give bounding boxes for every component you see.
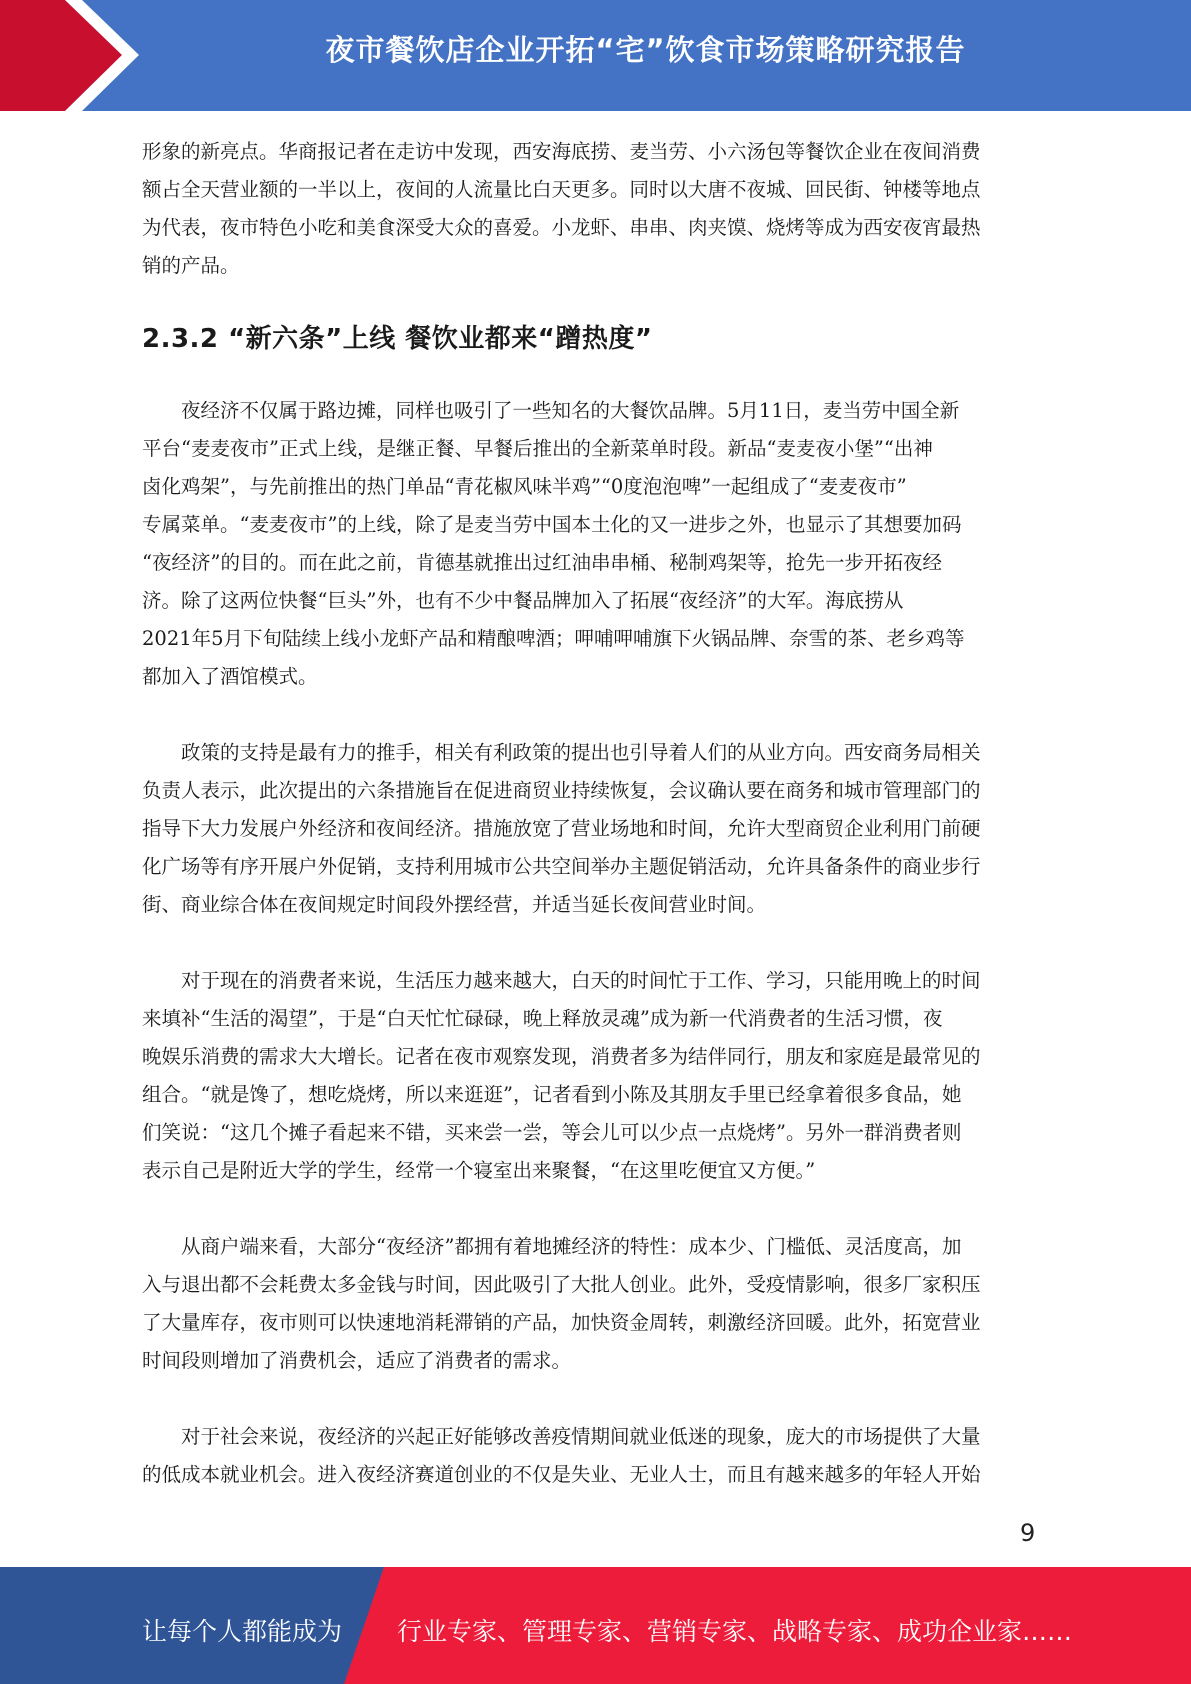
report-title: 夜市餐饮店企业开拓“宅”饮食市场策略研究报告 [325, 33, 966, 67]
paragraph-brands [142, 392, 1047, 696]
page-body [142, 133, 1047, 1494]
footer-slogan-right: 行业专家、管理专家、营销专家、战略专家、成功企业家…… [397, 1617, 1073, 1646]
text-line: 来填补“生活的渴望”，于是“白天忙忙碌碌，晚上释放灵魂”成为新一代消费者的生活习惯，夜 [142, 1007, 943, 1030]
text-line: 2021年5月下旬陆续上线小龙虾产品和精酿啤酒；呷哺呷哺旗下火锅品牌、奈雪的茶、老乡鸡等 [142, 627, 965, 650]
red-arrow-decoration [0, 0, 160, 111]
text-line: 为代表，夜市特色小吃和美食深受大众的喜爱。小龙虾、串串、肉夹馍、烧烤等成为西安夜宵最热 [142, 216, 981, 239]
text-line: 化广场等有序开展户外促销，支持利用城市公共空间举办主题促销活动，允许具备条件的商业步行 [142, 855, 981, 878]
text-line: 表示自己是附近大学的学生，经常一个寝室出来聚餐，“在这里吃便宜又方便。” [142, 1159, 816, 1182]
text-line: 指导下大力发展户外经济和夜间经济。措施放宽了营业场地和时间，允许大型商贸企业利用门前硬 [142, 817, 981, 840]
text-line: 们笑说：“这几个摊子看起来不错，买来尝一尝，等会儿可以少点一点烧烤”。另外一群消费者则 [142, 1121, 962, 1144]
text-line: 入与退出都不会耗费太多金钱与时间，因此吸引了大批人创业。此外，受疫情影响，很多厂家积压 [142, 1273, 981, 1296]
text-line: 了大量库存，夜市则可以快速地消耗滞销的产品，加快资金周转，刺激经济回暖。此外，拓宽营业 [142, 1311, 981, 1334]
text-line: 组合。“就是馋了，想吃烧烤，所以来逛逛”，记者看到小陈及其朋友手里已经拿着很多食品，她 [142, 1083, 962, 1106]
paragraph-society [142, 1418, 1047, 1494]
text-line: 对于社会来说，夜经济的兴起正好能够改善疫情期间就业低迷的现象，庞大的市场提供了大量 [142, 1425, 981, 1448]
text-line: 时间段则增加了消费机会，适应了消费者的需求。 [142, 1349, 572, 1372]
text-line: 街、商业综合体在夜间规定时间段外摆经营，并适当延长夜间营业时间。 [142, 893, 767, 916]
text-line: 负责人表示，此次提出的六条措施旨在促进商贸业持续恢复，会议确认要在商务和城市管理部门的 [142, 779, 981, 802]
text-line: 卤化鸡架”，与先前推出的热门单品“青花椒风味半鸡”“0度泡泡啤”一起组成了“麦麦夜市” [142, 475, 907, 498]
text-line: 平台“麦麦夜市”正式上线，是继正餐、早餐后推出的全新菜单时段。新品“麦麦夜小堡”“出神 [142, 437, 933, 460]
text-line: 的低成本就业机会。进入夜经济赛道创业的不仅是失业、无业人士，而且有越来越多的年轻人开始 [142, 1463, 981, 1486]
footer-slogan-left: 让每个人都能成为 [142, 1617, 343, 1646]
text-line: 专属菜单。“麦麦夜市”的上线，除了是麦当劳中国本土化的又一进步之外，也显示了其想要加码 [142, 513, 962, 536]
text-line: 济。除了这两位快餐“巨头”外，也有不少中餐品牌加入了拓展“夜经济”的大军。海底捞从 [142, 589, 904, 612]
text-line: 政策的支持是最有力的推手，相关有利政策的提出也引导着人们的从业方向。西安商务局相关 [142, 741, 981, 764]
text-line: 额占全天营业额的一半以上，夜间的人流量比白天更多。同时以大唐不夜城、回民街、钟楼等地点 [142, 178, 981, 201]
paragraph-consumers [142, 962, 1047, 1190]
paragraph-policy [142, 734, 1047, 924]
text-line: 都加入了酒馆模式。 [142, 665, 318, 688]
text-line: “夜经济”的目的。而在此之前，肯德基就推出过红油串串桶、秘制鸡架等，抢先一步开拓夜经 [142, 551, 942, 574]
section-heading: 2.3.2 “新六条”上线 餐饮业都来“蹭热度” [142, 324, 653, 354]
report-header [0, 0, 1191, 111]
text-line: 从商户端来看，大部分“夜经济”都拥有着地摊经济的特性：成本少、门槛低、灵活度高，加 [142, 1235, 962, 1258]
page-number: 9 [1020, 1519, 1036, 1547]
paragraph-merchants [142, 1228, 1047, 1380]
text-line: 晚娱乐消费的需求大大增长。记者在夜市观察发现，消费者多为结伴同行，朋友和家庭是最常见的 [142, 1045, 981, 1068]
report-footer [0, 1567, 1191, 1684]
text-line: 夜经济不仅属于路边摊，同样也吸引了一些知名的大餐饮品牌。5月11日，麦当劳中国全新 [142, 399, 960, 422]
text-line: 对于现在的消费者来说，生活压力越来越大，白天的时间忙于工作、学习，只能用晚上的时间 [142, 969, 981, 992]
text-line: 形象的新亮点。华商报记者在走访中发现，西安海底捞、麦当劳、小六汤包等餐饮企业在夜间消费 [142, 140, 981, 163]
paragraph-intro [142, 133, 1047, 285]
text-line: 销的产品。 [142, 254, 240, 277]
